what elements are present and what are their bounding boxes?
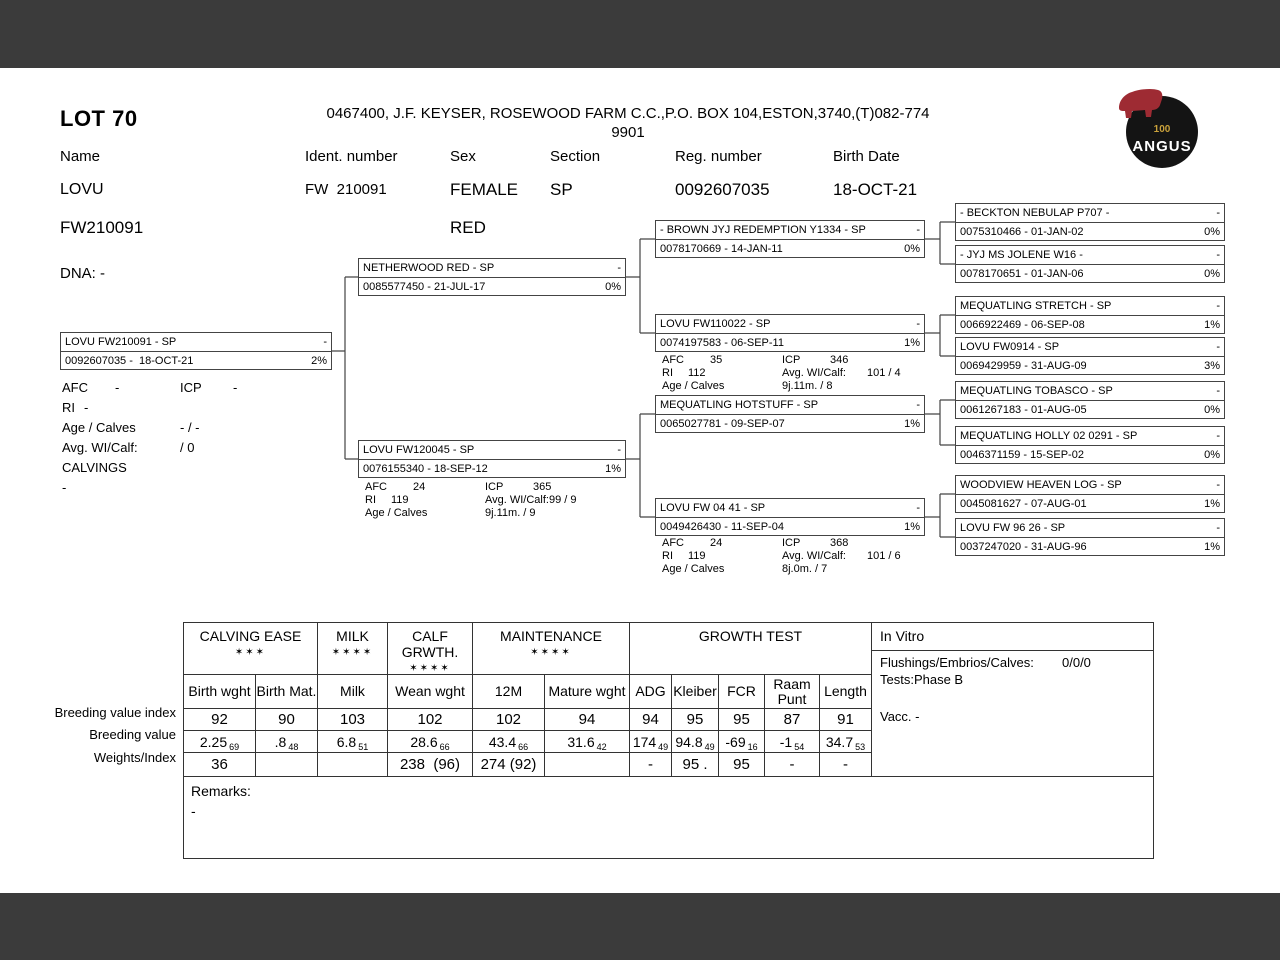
- gp3-reg-date: 0065027781 - 09-SEP-07: [660, 418, 785, 430]
- pedigree-box-gp3: [655, 395, 925, 433]
- vacc-value: Vacc. -: [880, 709, 920, 724]
- group-milk: MILK ✶✶✶✶: [318, 623, 388, 675]
- col-adg: ADG: [630, 675, 672, 709]
- calvings-value: -: [62, 480, 67, 495]
- col-12m: 12M: [473, 675, 545, 709]
- gp4-stats: [662, 537, 901, 576]
- gp2-inbreeding-pct: 1%: [904, 337, 920, 349]
- dam-age-calves-label: Age / Calves: [365, 507, 428, 519]
- gp3-flag: -: [916, 399, 920, 411]
- gp3-inbreeding-pct: 1%: [904, 418, 920, 430]
- dam-afc-label: AFC: [365, 481, 387, 493]
- gp1-name: - BROWN JYJ REDEMPTION Y1334 - SP: [660, 224, 866, 236]
- in-vitro-section: [872, 623, 1154, 777]
- row-label-breeding-value-index: Breeding value index: [54, 705, 176, 720]
- ggp6-reg-date: 0046371159 - 15-SEP-02: [960, 449, 1084, 461]
- ggp4-reg-date: 0069429959 - 31-AUG-09: [960, 360, 1087, 372]
- sex-label: Sex: [450, 148, 476, 165]
- value-cell: 94.8 $_{49}$: [672, 731, 719, 753]
- dam-ri-value: 119: [391, 494, 409, 506]
- in-vitro-title: In Vitro: [872, 623, 1153, 651]
- ggp5-name: MEQUATLING TOBASCO - SP: [960, 385, 1113, 397]
- maintenance-stars: ✶✶✶✶: [530, 647, 572, 658]
- ggp2-reg-date: 0078170651 - 01-JAN-06: [960, 268, 1084, 280]
- sire-flag: -: [617, 262, 621, 274]
- age-calves-label: Age / Calves: [62, 420, 136, 435]
- flushings-value: 0/0/0: [1062, 655, 1091, 670]
- ggp7-reg-date: 0045081627 - 07-AUG-01: [960, 498, 1087, 510]
- value-cell: .8 $_{48}$: [256, 731, 318, 753]
- index-cell: 95: [672, 709, 719, 731]
- index-cell: 102: [388, 709, 473, 731]
- animal-reg: 0092607035: [675, 180, 770, 199]
- subject-name: LOVU FW210091 - SP: [65, 336, 177, 348]
- pedigree-box-ggp1: [955, 203, 1225, 241]
- gp4-age-calves-label: Age / Calves: [662, 563, 725, 575]
- gp2-avg-value: 101 / 4: [867, 367, 901, 379]
- weight-cell: -: [820, 753, 872, 777]
- dam-stats: [365, 481, 577, 520]
- sire-reg-date: 0085577450 - 21-JUL-17: [363, 281, 486, 293]
- angus-logo: [1116, 86, 1198, 175]
- ggp5-inbreeding-pct: 0%: [1204, 404, 1220, 416]
- gp2-icp-value: 346: [830, 354, 849, 366]
- weight-cell: [545, 753, 630, 777]
- value-cell: -69 $_{16}$: [719, 731, 765, 753]
- gp4-name: LOVU FW 04 41 - SP: [660, 502, 766, 514]
- ggp6-name: MEQUATLING HOLLY 02 0291 - SP: [960, 430, 1138, 442]
- ri-label: RI: [62, 400, 75, 415]
- subject-flag: -: [323, 336, 327, 348]
- ggp8-reg-date: 0037247020 - 31-AUG-96: [960, 541, 1087, 553]
- gp3-name: MEQUATLING HOTSTUFF - SP: [660, 399, 819, 411]
- group-calf-growth: CALF GRWTH. ✶✶✶✶: [388, 623, 473, 675]
- gp4-inbreeding-pct: 1%: [904, 521, 920, 533]
- pedigree-box-ggp4: [955, 337, 1225, 375]
- pedigree-box-ggp3: [955, 296, 1225, 334]
- calvings-label: CALVINGS: [62, 460, 127, 475]
- in-vitro-details: [872, 651, 1153, 703]
- weight-cell: [256, 753, 318, 777]
- sire-name: NETHERWOOD RED - SP: [363, 262, 495, 274]
- gp1-inbreeding-pct: 0%: [904, 243, 920, 255]
- gp4-age-calves-value: 8j.0m. / 7: [782, 563, 828, 575]
- col-kleiber: Kleiber: [672, 675, 719, 709]
- row-label-weights-index: Weights/Index: [93, 750, 176, 765]
- col-mature-wght: Mature wght: [545, 675, 630, 709]
- pedigree-box-ggp6: [955, 426, 1225, 464]
- breeder-address-line2: 9901: [611, 124, 645, 141]
- index-cell: 92: [184, 709, 256, 731]
- ggp8-name: LOVU FW 96 26 - SP: [960, 522, 1066, 534]
- remarks-value: -: [191, 803, 196, 819]
- value-cell: 174 $_{49}$: [630, 731, 672, 753]
- lot-number: LOT 70: [60, 106, 138, 131]
- age-calves-value: - / -: [180, 420, 200, 435]
- avg-wi-calf-value: / 0: [180, 440, 195, 455]
- pedigree-box-ggp5: [955, 381, 1225, 419]
- weight-cell: 238 (96): [388, 753, 473, 777]
- breeder-address: [248, 104, 1008, 142]
- gp2-flag: -: [916, 318, 920, 330]
- dam-avg-wi-calf: Avg. WI/Calf:99 / 9: [485, 494, 577, 506]
- ident-label: Ident. number: [305, 148, 398, 165]
- row-label-breeding-value: Breeding value: [89, 727, 176, 742]
- col-birth-mat: Birth Mat.: [256, 675, 318, 709]
- index-cell: 102: [473, 709, 545, 731]
- pedigree-box-ggp7: [955, 475, 1225, 513]
- index-cell: 103: [318, 709, 388, 731]
- flushings-label: Flushings/Embrios/Calves:: [880, 655, 1034, 670]
- ggp6-inbreeding-pct: 0%: [1204, 449, 1220, 461]
- pedigree-box-gp2: [655, 314, 925, 352]
- ggp8-inbreeding-pct: 1%: [1204, 541, 1220, 553]
- col-milk: Milk: [318, 675, 388, 709]
- value-cell: 31.6 $_{42}$: [545, 731, 630, 753]
- pedigree-box-gp1: [655, 220, 925, 258]
- value-cell: 2.25 $_{69}$: [184, 731, 256, 753]
- ggp7-flag: -: [1216, 479, 1220, 491]
- dam-age-calves-value: 9j.11m. / 9: [485, 507, 536, 519]
- birth-label: Birth Date: [833, 148, 900, 165]
- gp4-avg-label: Avg. WI/Calf:: [782, 550, 846, 562]
- logo-badge-100: 100: [1153, 124, 1171, 135]
- ggp4-flag: -: [1216, 341, 1220, 353]
- weight-cell: 95 .: [672, 753, 719, 777]
- pedigree-box-sire: [358, 258, 626, 296]
- remarks-cell: [184, 777, 1154, 859]
- col-length: Length: [820, 675, 872, 709]
- ggp7-name: WOODVIEW HEAVEN LOG - SP: [960, 479, 1122, 491]
- animal-colour: RED: [450, 218, 486, 237]
- index-cell: 94: [545, 709, 630, 731]
- animal-birth-date: 18-OCT-21: [833, 180, 918, 199]
- ggp3-flag: -: [1216, 300, 1220, 312]
- gp4-flag: -: [916, 502, 920, 514]
- ggp2-name: - JYJ MS JOLENE W16 -: [960, 249, 1083, 261]
- breeder-address-line1: 0467400, J.F. KEYSER, ROSEWOOD FARM C.C.,P.O. BOX 104,ESTON,3740,(T)082-774: [326, 105, 930, 122]
- index-cell: 87: [765, 709, 820, 731]
- calf-growth-stars: ✶✶✶✶: [409, 663, 451, 674]
- col-raam-punt: Raam Punt: [765, 675, 820, 709]
- dam-icp-value: 365: [533, 481, 552, 493]
- dam-name: LOVU FW120045 - SP: [363, 444, 475, 456]
- weight-cell: 36: [184, 753, 256, 777]
- subject-inbreeding-pct: 2%: [311, 355, 327, 367]
- remarks-row: [184, 777, 1154, 859]
- pedigree-box-ggp2: [955, 245, 1225, 283]
- gp4-reg-date: 0049426430 - 11-SEP-04: [660, 521, 784, 533]
- animal-ident: FW 210091: [305, 181, 387, 198]
- gp4-avg-value: 101 / 6: [867, 550, 901, 562]
- dam-reg-date: 0076155340 - 18-SEP-12: [363, 463, 488, 475]
- weight-cell: -: [630, 753, 672, 777]
- ggp3-inbreeding-pct: 1%: [1204, 319, 1220, 331]
- gp2-afc-value: 35: [710, 354, 723, 366]
- index-cell: 94: [630, 709, 672, 731]
- dam-inbreeding-pct: 1%: [605, 463, 621, 475]
- gp4-ri-value: 119: [688, 550, 706, 562]
- ggp2-flag: -: [1216, 249, 1220, 261]
- value-cell: 6.8 $_{51}$: [318, 731, 388, 753]
- pedigree-box-gp4: [655, 498, 925, 536]
- tests-value: Tests:Phase B: [880, 672, 964, 687]
- gp2-age-calves-value: 9j.11m. / 8: [782, 380, 833, 392]
- ggp1-reg-date: 0075310466 - 01-JAN-02: [960, 226, 1084, 238]
- name-label: Name: [60, 148, 101, 165]
- ggp6-flag: -: [1216, 430, 1220, 442]
- letterbox-top: [0, 0, 1280, 68]
- weight-cell: [318, 753, 388, 777]
- ggp8-flag: -: [1216, 522, 1220, 534]
- letterbox-bottom: [0, 893, 1280, 960]
- value-cell: 43.4 $_{66}$: [473, 731, 545, 753]
- reg-label: Reg. number: [675, 148, 762, 165]
- weight-cell: 95: [719, 753, 765, 777]
- angus-logo-graphic: [1116, 86, 1198, 170]
- pedigree-box-dam: [358, 440, 626, 478]
- icp-label: ICP: [180, 380, 202, 395]
- gp2-stats: [662, 354, 901, 393]
- afc-label: AFC: [62, 380, 88, 395]
- animal-sex: FEMALE: [450, 180, 519, 199]
- gp4-icp-label: ICP: [782, 537, 801, 549]
- subject-reg-date: 0092607035 - 18-OCT-21: [65, 355, 194, 367]
- subject-stats: [62, 378, 237, 498]
- milk-stars: ✶✶✶✶: [331, 647, 374, 658]
- dam-afc-value: 24: [413, 481, 426, 493]
- icp-value: -: [233, 380, 238, 395]
- calving-ease-stars: ✶✶✶: [234, 647, 267, 658]
- ggp1-name: - BECKTON NEBULAP P707 -: [960, 207, 1110, 219]
- dam-icp-label: ICP: [485, 481, 504, 493]
- gp2-icp-label: ICP: [782, 354, 801, 366]
- index-cell: 91: [820, 709, 872, 731]
- gp2-afc-label: AFC: [662, 354, 684, 366]
- gp2-avg-label: Avg. WI/Calf:: [782, 367, 846, 379]
- ggp3-name: MEQUATLING STRETCH - SP: [960, 300, 1112, 312]
- group-calving-ease: CALVING EASE ✶✶✶: [184, 623, 318, 675]
- ggp1-inbreeding-pct: 0%: [1204, 226, 1220, 238]
- col-wean-wght: Wean wght: [388, 675, 473, 709]
- gp2-ri-value: 112: [688, 367, 706, 379]
- catalog-page: [0, 68, 1280, 893]
- breeding-values-table: [183, 622, 1154, 859]
- value-cell: 28.6 $_{66}$: [388, 731, 473, 753]
- weight-cell: 274 (92): [473, 753, 545, 777]
- section-label: Section: [550, 148, 601, 165]
- gp1-reg-date: 0078170669 - 14-JAN-11: [660, 243, 783, 255]
- avg-wi-calf-label: Avg. WI/Calf:: [62, 440, 138, 455]
- ggp3-reg-date: 0066922469 - 06-SEP-08: [960, 319, 1085, 331]
- gp4-icp-value: 368: [830, 537, 849, 549]
- remarks-label: Remarks:: [191, 783, 251, 799]
- ggp1-flag: -: [1216, 207, 1220, 219]
- gp2-ri-label: RI: [662, 367, 673, 379]
- dam-flag: -: [617, 444, 621, 456]
- col-birth-wght: Birth wght: [184, 675, 256, 709]
- value-cell: 34.7 $_{53}$: [820, 731, 872, 753]
- gp4-ri-label: RI: [662, 550, 673, 562]
- gp4-afc-label: AFC: [662, 537, 684, 549]
- ggp2-inbreeding-pct: 0%: [1204, 268, 1220, 280]
- ggp7-inbreeding-pct: 1%: [1204, 498, 1220, 510]
- ggp5-flag: -: [1216, 385, 1220, 397]
- gp2-age-calves-label: Age / Calves: [662, 380, 725, 392]
- dna-value: DNA: -: [60, 265, 105, 282]
- animal-section: SP: [550, 180, 573, 199]
- animal-name: LOVU: [60, 181, 104, 198]
- value-cell: -1 $_{54}$: [765, 731, 820, 753]
- ggp4-inbreeding-pct: 3%: [1204, 360, 1220, 372]
- index-cell: 95: [719, 709, 765, 731]
- weight-cell: -: [765, 753, 820, 777]
- gp2-reg-date: 0074197583 - 06-SEP-11: [660, 337, 784, 349]
- gp1-flag: -: [916, 224, 920, 236]
- ri-value: -: [84, 400, 89, 415]
- animal-name2: FW210091: [60, 218, 144, 237]
- group-growth-test: GROWTH TEST: [630, 623, 872, 675]
- group-maintenance: MAINTENANCE ✶✶✶✶: [473, 623, 630, 675]
- ggp5-reg-date: 0061267183 - 01-AUG-05: [960, 404, 1087, 416]
- dam-ri-label: RI: [365, 494, 376, 506]
- afc-value: -: [115, 380, 120, 395]
- sire-inbreeding-pct: 0%: [605, 281, 621, 293]
- logo-brand-text: ANGUS: [1132, 138, 1192, 155]
- col-fcr: FCR: [719, 675, 765, 709]
- gp2-name: LOVU FW110022 - SP: [660, 318, 771, 330]
- gp4-afc-value: 24: [710, 537, 723, 549]
- pedigree-box-subject: [60, 332, 332, 370]
- pedigree-box-ggp8: [955, 518, 1225, 556]
- index-cell: 90: [256, 709, 318, 731]
- ggp4-name: LOVU FW0914 - SP: [960, 341, 1060, 353]
